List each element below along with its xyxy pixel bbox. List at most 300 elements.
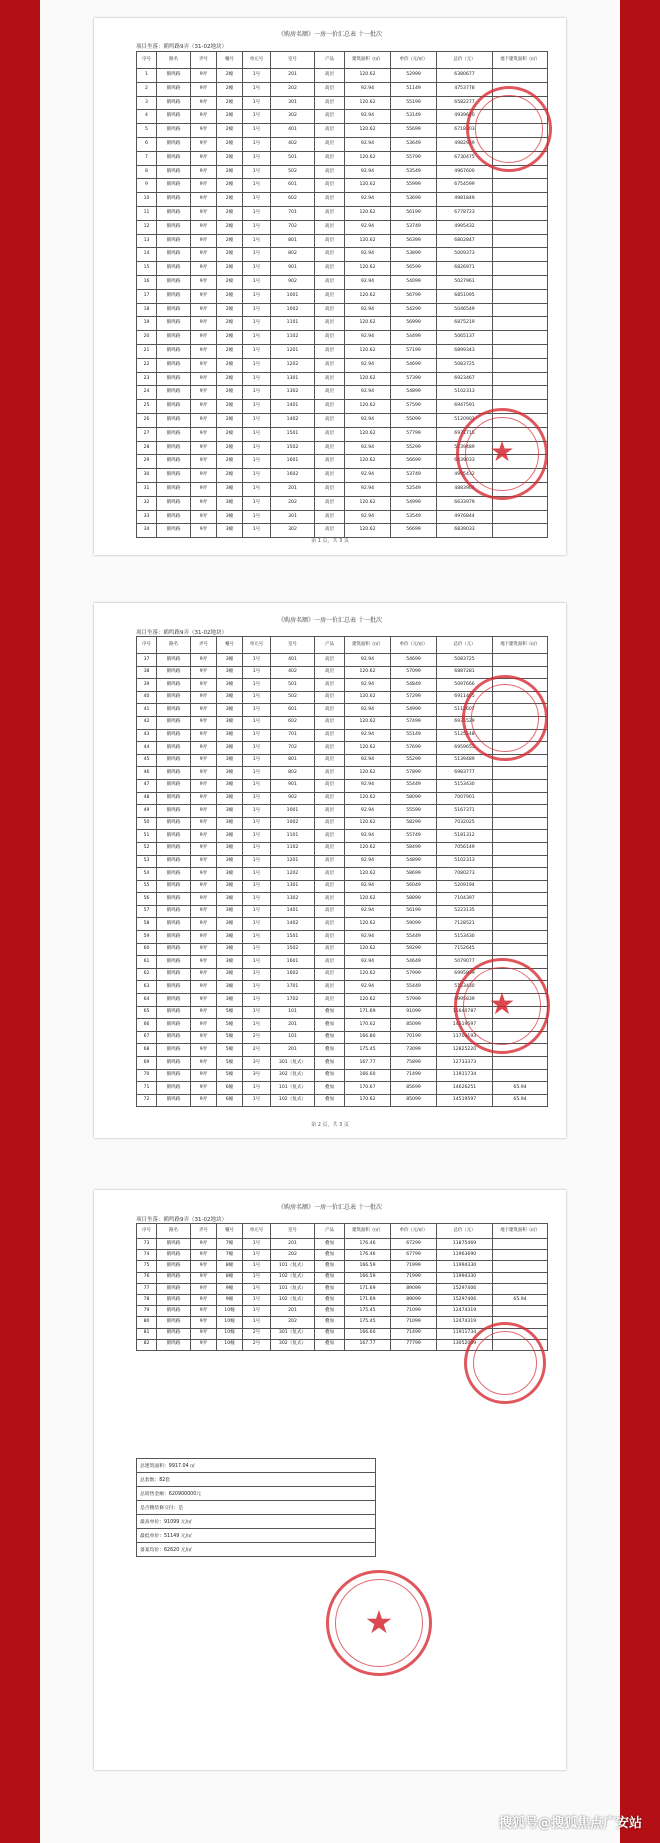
table-cell: 402 — [271, 137, 315, 151]
table-cell: 鹤鸣路 — [157, 968, 191, 981]
table-cell — [493, 805, 548, 818]
table-row — [137, 469, 548, 483]
table-cell: 鹤鸣路 — [157, 137, 191, 151]
table-cell — [493, 427, 548, 441]
table-row — [137, 331, 548, 345]
table-cell: 叠加 — [315, 1317, 345, 1328]
table-cell: 5009373 — [437, 248, 493, 262]
table-cell: 5幢 — [217, 1044, 243, 1057]
table-cell: 1号 — [243, 275, 271, 289]
table-cell: 1号 — [243, 691, 271, 704]
table-cell — [493, 248, 548, 262]
table-cell: 901 — [271, 779, 315, 792]
table-cell: 鹤鸣路 — [157, 893, 191, 906]
table-cell: 鹤鸣路 — [157, 524, 191, 538]
table-cell: 55199 — [391, 96, 437, 110]
table-cell: 9弄 — [191, 275, 217, 289]
table-cell: 1号 — [243, 303, 271, 317]
table-cell: 92.94 — [345, 82, 391, 96]
table-cell: 101（复式） — [271, 1261, 315, 1272]
table-cell: 1号 — [243, 905, 271, 918]
table-cell — [493, 716, 548, 729]
table-cell: 92.94 — [345, 679, 391, 692]
table-row — [137, 165, 548, 179]
table-cell: 鹤鸣路 — [157, 842, 191, 855]
table-cell: 5209194 — [437, 880, 493, 893]
table-cell: 175.45 — [345, 1306, 391, 1317]
table-cell: 92.94 — [345, 110, 391, 124]
table-cell: 120.62 — [345, 817, 391, 830]
table-cell: 69 — [137, 1057, 157, 1070]
table-cell: 71499 — [391, 1328, 437, 1339]
table-cell: 1号 — [243, 358, 271, 372]
table-cell: 54899 — [391, 386, 437, 400]
table-cell: 301（复式） — [271, 1057, 315, 1070]
table-cell: 33 — [137, 510, 157, 524]
table-cell: 54699 — [391, 358, 437, 372]
table-cell: 501 — [271, 679, 315, 692]
column-header: 地下建筑面积（㎡） — [493, 637, 548, 654]
table-cell: 2幢 — [217, 400, 243, 414]
table-cell: 高层 — [315, 754, 345, 767]
table-cell: 2幢 — [217, 413, 243, 427]
table-cell: 176.46 — [345, 1250, 391, 1261]
table-cell: 1号 — [243, 441, 271, 455]
table-cell: 1号 — [243, 1283, 271, 1294]
table-cell: 高层 — [315, 358, 345, 372]
table-cell: 高层 — [315, 344, 345, 358]
table-cell: 高层 — [315, 82, 345, 96]
table-cell: 鹤鸣路 — [157, 69, 191, 83]
table-cell: 71099 — [391, 1306, 437, 1317]
table-cell: 92.94 — [345, 137, 391, 151]
table-cell: 鹤鸣路 — [157, 905, 191, 918]
table-cell: 55449 — [391, 981, 437, 994]
table-cell: 56 — [137, 893, 157, 906]
table-cell: 29 — [137, 455, 157, 469]
table-cell: 1号 — [243, 413, 271, 427]
table-cell — [493, 344, 548, 358]
table-cell: 11963690 — [437, 1250, 493, 1261]
table-cell: 高层 — [315, 427, 345, 441]
table-cell: 301 — [271, 96, 315, 110]
table-cell: 55449 — [391, 931, 437, 944]
table-cell: 鹤鸣路 — [157, 1082, 191, 1095]
table-cell: 3幢 — [217, 691, 243, 704]
table-cell: 31 — [137, 482, 157, 496]
table-cell: 1号 — [243, 1094, 271, 1107]
table-cell: 1301 — [271, 372, 315, 386]
table-cell — [493, 704, 548, 717]
table-cell: 54499 — [391, 331, 437, 345]
table-cell: 92.94 — [345, 510, 391, 524]
table-cell — [493, 110, 548, 124]
table-cell: 鹤鸣路 — [157, 691, 191, 704]
table-cell: 92.94 — [345, 413, 391, 427]
table-cell: 11994330 — [437, 1261, 493, 1272]
table-cell: 叠加 — [315, 1272, 345, 1283]
table-cell — [493, 289, 548, 303]
table-cell: 3幢 — [217, 805, 243, 818]
table-cell: 57699 — [391, 742, 437, 755]
table-cell: 鹤鸣路 — [157, 510, 191, 524]
table-cell: 6851095 — [437, 289, 493, 303]
table-cell: 鹤鸣路 — [157, 654, 191, 667]
table-cell: 1号 — [243, 317, 271, 331]
table-cell: 3幢 — [217, 830, 243, 843]
table-cell: 1号 — [243, 779, 271, 792]
table-cell: 53749 — [391, 469, 437, 483]
table-cell: 1号 — [243, 165, 271, 179]
table-cell: 高层 — [315, 704, 345, 717]
summary-table — [136, 1458, 376, 1557]
table-cell: 鹤鸣路 — [157, 1272, 191, 1283]
table-cell: 鹤鸣路 — [157, 275, 191, 289]
table-cell: 1号 — [243, 654, 271, 667]
table-cell: 201 — [271, 69, 315, 83]
table-cell: 120.62 — [345, 868, 391, 881]
table-cell: 1号 — [243, 386, 271, 400]
table-cell: 53899 — [391, 248, 437, 262]
table-cell: 120.62 — [345, 918, 391, 931]
table-cell: 1号 — [243, 1082, 271, 1095]
summary-line: 最高单价：91099 元/㎡ — [137, 1515, 376, 1529]
table-cell: 9弄 — [191, 441, 217, 455]
table-cell: 5幢 — [217, 1069, 243, 1082]
table-cell: 3幢 — [217, 779, 243, 792]
table-cell: 4981849 — [437, 193, 493, 207]
table-row — [137, 413, 548, 427]
table-cell: 60 — [137, 943, 157, 956]
table-cell: 3幢 — [217, 754, 243, 767]
table-cell: 52549 — [391, 482, 437, 496]
table-cell: 2幢 — [217, 317, 243, 331]
table-cell: 3幢 — [217, 482, 243, 496]
table-row — [137, 179, 548, 193]
table-cell: 7104397 — [437, 893, 493, 906]
table-cell: 5083725 — [437, 654, 493, 667]
table-cell: 5167371 — [437, 805, 493, 818]
table-cell: 鹤鸣路 — [157, 1239, 191, 1250]
table-cell: 2 — [137, 82, 157, 96]
table-cell: 鹤鸣路 — [157, 1294, 191, 1305]
table-cell: 89099 — [391, 1283, 437, 1294]
table-cell: 57999 — [391, 968, 437, 981]
table-cell: 鹤鸣路 — [157, 754, 191, 767]
table-cell: 1号 — [243, 124, 271, 138]
table-cell — [493, 968, 548, 981]
table-cell: 9弄 — [191, 842, 217, 855]
table-cell: 4883904 — [437, 482, 493, 496]
table-cell: 120.62 — [345, 289, 391, 303]
column-header: 单价（元/㎡） — [391, 1224, 437, 1239]
table-cell: 5153430 — [437, 931, 493, 944]
table-cell: 58499 — [391, 842, 437, 855]
table-cell: 5111607 — [437, 704, 493, 717]
table-cell: 51 — [137, 830, 157, 843]
table-cell: 高层 — [315, 151, 345, 165]
table-cell: 鹤鸣路 — [157, 441, 191, 455]
table-cell: 55999 — [391, 179, 437, 193]
table-cell: 55149 — [391, 729, 437, 742]
table-cell: 85099 — [391, 1094, 437, 1107]
table-cell: 6730475 — [437, 151, 493, 165]
table-cell: 51149 — [391, 82, 437, 96]
table-cell: 55799 — [391, 151, 437, 165]
table-cell: 92.94 — [345, 331, 391, 345]
table-row — [137, 386, 548, 400]
table-cell: 202 — [271, 496, 315, 510]
table-cell: 1号 — [243, 1294, 271, 1305]
table-cell: 802 — [271, 248, 315, 262]
table-cell: 82 — [137, 1339, 157, 1350]
table-cell: 鹤鸣路 — [157, 981, 191, 994]
table-cell: 1号 — [243, 716, 271, 729]
table-cell: 1501 — [271, 427, 315, 441]
table-cell: 902 — [271, 275, 315, 289]
table-cell — [493, 830, 548, 843]
table-cell: 37 — [137, 654, 157, 667]
table-cell: 3幢 — [217, 704, 243, 717]
table-cell: 高层 — [315, 400, 345, 414]
table-row — [137, 358, 548, 372]
table-row — [137, 868, 548, 881]
table-cell: 2幢 — [217, 96, 243, 110]
table-cell: 高层 — [315, 817, 345, 830]
table-cell: 鹤鸣路 — [157, 742, 191, 755]
table-row — [137, 96, 548, 110]
table-row — [137, 742, 548, 755]
table-cell: 2幢 — [217, 69, 243, 83]
table-cell: 高层 — [315, 968, 345, 981]
column-header: 地下建筑面积（㎡） — [493, 52, 548, 69]
table-cell — [493, 880, 548, 893]
table-cell: 4753778 — [437, 82, 493, 96]
table-cell: 301 — [271, 510, 315, 524]
table-cell: 101（复式） — [271, 1283, 315, 1294]
table-cell — [493, 220, 548, 234]
table-cell: 高层 — [315, 767, 345, 780]
table-cell: 9弄 — [191, 262, 217, 276]
table-cell: 鹤鸣路 — [157, 179, 191, 193]
table-cell: 120.62 — [345, 96, 391, 110]
table-cell: 叠加 — [315, 1069, 345, 1082]
table-cell: 9弄 — [191, 968, 217, 981]
table-cell: 高层 — [315, 729, 345, 742]
table-cell: 26 — [137, 413, 157, 427]
table-row — [137, 666, 548, 679]
table-cell: 602 — [271, 716, 315, 729]
table-cell: 9弄 — [191, 179, 217, 193]
table-cell — [493, 441, 548, 455]
table-cell: 高层 — [315, 331, 345, 345]
table-cell: 鹤鸣路 — [157, 289, 191, 303]
table-cell: 9弄 — [191, 82, 217, 96]
table-cell: 902 — [271, 792, 315, 805]
table-cell — [493, 893, 548, 906]
table-cell: 54 — [137, 868, 157, 881]
table-cell: 3幢 — [217, 742, 243, 755]
table-row — [137, 206, 548, 220]
table-cell: 4995432 — [437, 220, 493, 234]
table-cell: 鹤鸣路 — [157, 1339, 191, 1350]
table-row — [137, 82, 548, 96]
table-cell: 120.62 — [345, 151, 391, 165]
table-cell: 58099 — [391, 792, 437, 805]
table-cell: 6幢 — [217, 1094, 243, 1107]
table-cell: 4995432 — [437, 469, 493, 483]
table-row — [137, 956, 548, 969]
table-cell: 54699 — [391, 654, 437, 667]
table-cell: 85699 — [391, 1082, 437, 1095]
table-cell: 1号 — [243, 151, 271, 165]
table-cell: 9弄 — [191, 358, 217, 372]
table-cell: 65.94 — [493, 1094, 548, 1107]
column-header: 室号 — [271, 52, 315, 69]
table-cell — [493, 137, 548, 151]
table-cell: 9弄 — [191, 943, 217, 956]
table-cell: 92.94 — [345, 165, 391, 179]
table-cell: 101 — [271, 1006, 315, 1019]
table-cell: 鹤鸣路 — [157, 868, 191, 881]
table-cell: 9弄 — [191, 524, 217, 538]
table-cell: 5幢 — [217, 1057, 243, 1070]
table-cell: 高层 — [315, 855, 345, 868]
table-cell: 4939640 — [437, 110, 493, 124]
table-cell: 鹤鸣路 — [157, 880, 191, 893]
table-cell: 55699 — [391, 124, 437, 138]
table-cell: 高层 — [315, 317, 345, 331]
price-table — [136, 1223, 548, 1351]
table-cell: 6582277 — [437, 96, 493, 110]
table-cell: 601 — [271, 704, 315, 717]
table-cell: 6754599 — [437, 179, 493, 193]
table-cell: 11875469 — [437, 1239, 493, 1250]
table-cell: 1号 — [243, 400, 271, 414]
table-cell: 9弄 — [191, 666, 217, 679]
table-cell: 1号 — [243, 179, 271, 193]
page-footer: 第 2 页，共 3 页 — [311, 1122, 349, 1128]
table-cell: 502 — [271, 165, 315, 179]
table-cell: 9弄 — [191, 830, 217, 843]
table-cell: 20 — [137, 331, 157, 345]
table-cell: 4976844 — [437, 510, 493, 524]
table-cell: 1501 — [271, 931, 315, 944]
table-cell: 5125548 — [437, 729, 493, 742]
table-cell: 202 — [271, 1250, 315, 1261]
price-table — [136, 636, 548, 1107]
table-cell — [493, 779, 548, 792]
table-cell — [493, 151, 548, 165]
table-cell: 高层 — [315, 666, 345, 679]
column-header: 产品 — [315, 52, 345, 69]
table-cell: 57 — [137, 905, 157, 918]
table-cell — [493, 400, 548, 414]
table-cell: 4967600 — [437, 165, 493, 179]
table-cell: 59099 — [391, 918, 437, 931]
table-cell: 鹤鸣路 — [157, 817, 191, 830]
table-cell: 2幢 — [217, 372, 243, 386]
table-cell: 55299 — [391, 754, 437, 767]
table-cell: 9弄 — [191, 193, 217, 207]
table-cell — [493, 331, 548, 345]
table-cell: 5079077 — [437, 956, 493, 969]
table-cell: 71999 — [391, 1272, 437, 1283]
table-cell — [493, 193, 548, 207]
table-cell: 73099 — [391, 1044, 437, 1057]
table-cell: 9弄 — [191, 1261, 217, 1272]
project-location: 项目坐落：鹤鸣路9弄（31-02地块） — [136, 44, 227, 50]
table-cell: 鹤鸣路 — [157, 1031, 191, 1044]
table-cell — [493, 469, 548, 483]
table-cell: 鹤鸣路 — [157, 193, 191, 207]
table-cell: 3幢 — [217, 792, 243, 805]
table-row — [137, 1094, 548, 1107]
table-row — [137, 817, 548, 830]
table-cell: 4 — [137, 110, 157, 124]
table-cell: 14626251 — [437, 1082, 493, 1095]
table-cell: 9弄 — [191, 1328, 217, 1339]
column-header: 单价（元/㎡） — [391, 52, 437, 69]
table-cell: 高层 — [315, 918, 345, 931]
table-cell: 9弄 — [191, 206, 217, 220]
table-cell: 3幢 — [217, 679, 243, 692]
table-cell: 3幢 — [217, 855, 243, 868]
table-cell: 高层 — [315, 691, 345, 704]
table-cell: 鹤鸣路 — [157, 918, 191, 931]
table-cell — [493, 1019, 548, 1032]
table-cell: 9弄 — [191, 289, 217, 303]
table-cell: 92.94 — [345, 469, 391, 483]
table-cell: 10 — [137, 193, 157, 207]
table-cell: 1号 — [243, 742, 271, 755]
table-row — [137, 805, 548, 818]
table-cell: 高层 — [315, 524, 345, 538]
table-cell: 9弄 — [191, 691, 217, 704]
table-cell: 3幢 — [217, 943, 243, 956]
table-row — [137, 981, 548, 994]
table-cell: 67799 — [391, 1250, 437, 1261]
table-cell: 高层 — [315, 220, 345, 234]
table-cell: 1102 — [271, 842, 315, 855]
table-cell: 鹤鸣路 — [157, 679, 191, 692]
table-cell: 120.62 — [345, 427, 391, 441]
table-cell: 61 — [137, 956, 157, 969]
table-cell: 201 — [271, 1306, 315, 1317]
table-row — [137, 1044, 548, 1057]
table-cell: 81 — [137, 1328, 157, 1339]
table-cell: 14 — [137, 248, 157, 262]
table-cell: 2幢 — [217, 344, 243, 358]
table-cell: 1号 — [243, 666, 271, 679]
table-cell: 1号 — [243, 455, 271, 469]
table-cell: 6911405 — [437, 691, 493, 704]
table-row — [137, 905, 548, 918]
table-cell — [493, 918, 548, 931]
table-cell: 鹤鸣路 — [157, 151, 191, 165]
table-cell: 3幢 — [217, 510, 243, 524]
table-cell: 3幢 — [217, 767, 243, 780]
table-cell: 52999 — [391, 69, 437, 83]
column-header: 产品 — [315, 637, 345, 654]
table-cell: 1号 — [243, 830, 271, 843]
table-cell: 鹤鸣路 — [157, 413, 191, 427]
table-cell: 53649 — [391, 137, 437, 151]
table-cell — [493, 956, 548, 969]
table-cell: 鹤鸣路 — [157, 331, 191, 345]
table-cell: 19 — [137, 317, 157, 331]
table-row — [137, 654, 548, 667]
